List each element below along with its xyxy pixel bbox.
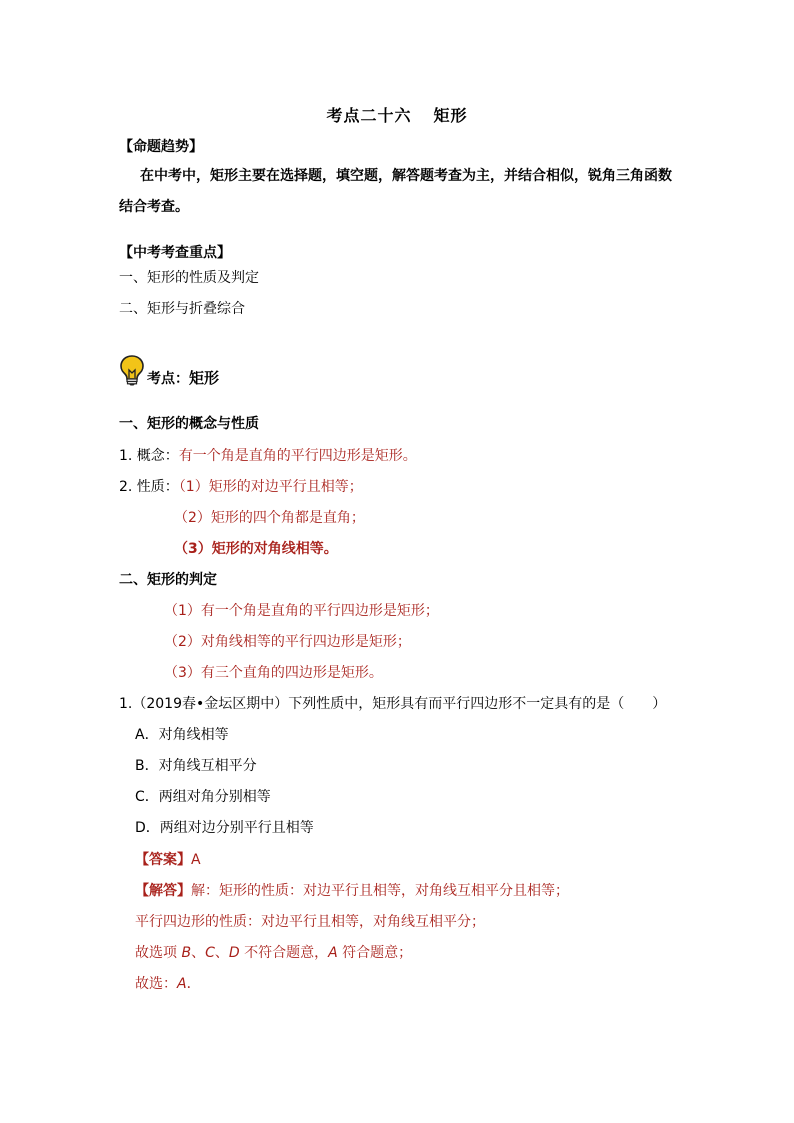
analysis-4-p1: 故选： (135, 976, 177, 992)
answer-label: 【答案】 (135, 852, 191, 868)
concept-prefix: 1. 概念： (119, 448, 179, 464)
trend-line-1: 在中考中，矩形主要在选择题，填空题，解答题考查为主，并结合相似，锐角三角函数 (140, 168, 672, 184)
property-item-3: （3）矩形的对角线相等。 (174, 541, 338, 557)
answer-value: A (191, 852, 201, 868)
option-b: B．对角线互相平分 (135, 758, 257, 774)
option-a: A．对角线相等 (135, 727, 229, 743)
analysis-3-b: B (181, 945, 192, 961)
analysis-line-4 (135, 974, 201, 994)
title-part-2: 矩形 (433, 106, 468, 125)
analysis-3-d: D (228, 945, 240, 961)
option-c: C．两组对角分别相等 (135, 789, 271, 805)
analysis-label: 【解答】 (135, 883, 191, 899)
concept-text: 有一个角是直角的平行四边形是矩形。 (178, 448, 417, 464)
section2-heading: 二、矩形的判定 (119, 572, 217, 588)
analysis-4-p2: ． (186, 976, 201, 992)
trend-heading: 【命题趋势】 (119, 139, 203, 155)
analysis-3-c: C (205, 945, 215, 961)
answer-line (135, 850, 201, 870)
property-item-2: （2）矩形的四个角都是直角； (174, 510, 365, 526)
analysis-line-2: 平行四边形的性质：对边平行且相等，对角线互相平分； (135, 914, 485, 930)
property-prefix: 2. 性质： (119, 479, 179, 495)
kaodian-heading (147, 368, 219, 389)
concept-line (119, 446, 417, 466)
question-stem: 1.（2019春•金坛区期中）下列性质中，矩形具有而平行四边形不一定具有的是（ ） (119, 696, 667, 712)
option-d: D．两组对边分别平行且相等 (135, 820, 314, 836)
analysis-3-s2: 、 (214, 945, 229, 961)
judgement-item-2: （2）对角线相等的平行四边形是矩形； (164, 634, 411, 650)
lightbulb-icon (119, 354, 145, 386)
section1-heading: 一、矩形的概念与性质 (119, 416, 259, 432)
trend-line-2: 结合考查。 (119, 199, 189, 215)
property-line-1 (119, 477, 363, 497)
title-part-1: 考点二十六 (326, 106, 412, 125)
property-item-1: （1）矩形的对边平行且相等； (178, 479, 363, 495)
judgement-item-3: （3）有三个直角的四边形是矩形。 (164, 665, 383, 681)
focus-heading: 【中考考查重点】 (119, 245, 231, 261)
kaodian-label: 考点： (147, 371, 189, 387)
kaodian-topic: 矩形 (189, 369, 220, 387)
analysis-text-1: 解：矩形的性质：对边平行且相等，对角线互相平分且相等； (191, 883, 569, 899)
page-title (0, 106, 794, 126)
analysis-3-a: A (328, 945, 338, 961)
analysis-line-1 (135, 881, 569, 901)
analysis-3-p1: 故选项 (135, 945, 182, 961)
judgement-item-1: （1）有一个角是直角的平行四边形是矩形； (164, 603, 439, 619)
analysis-4-a: A (177, 976, 187, 992)
analysis-line-3 (135, 943, 412, 963)
analysis-3-p3: 符合题意； (337, 945, 413, 961)
focus-item-2: 二、矩形与折叠综合 (119, 301, 245, 317)
focus-item-1: 一、矩形的性质及判定 (119, 270, 259, 286)
analysis-3-p2: 不符合题意， (239, 945, 329, 961)
analysis-3-s1: 、 (191, 945, 206, 961)
